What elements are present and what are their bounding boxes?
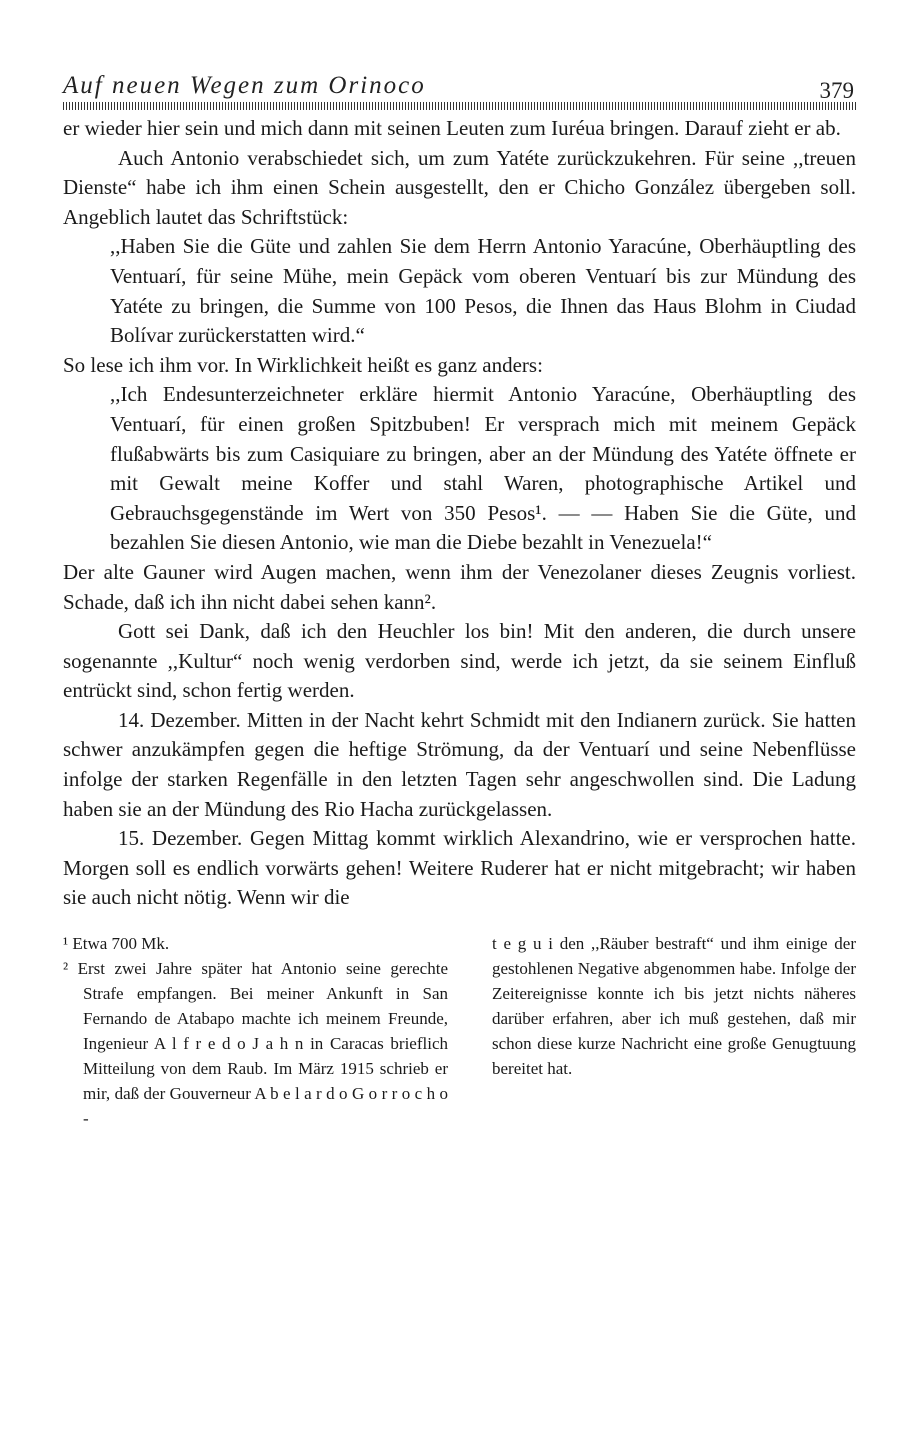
header-rule: [63, 102, 856, 110]
footnotes-right-column: [492, 931, 856, 1131]
quote-actual-letter: ,,Ich Endesunterzeichneter erkläre hiermit Antonio Yaracúne, Oberhäuptling des Ventuarí, für einen großen Spitzbuben! Er versprach mich mit meinem Gepäck flußabwärts bis zum Casiquiare zu bringen, aber an der Mündung des Yatéte öffnete er mit Gewalt meine Koffer und stahl Waren, photographische Artikel und Gebrauchsgegenstände im Wert von 350 Pesos¹. — — Haben Sie die Güte, und bezahlen Sie diesen Antonio, wie man die Diebe bezahlt in Venezuela!“: [110, 382, 856, 555]
paragraph-15-dezember: 15. Dezember. Gegen Mittag kommt wirklich Alexandrino, wie er versprochen hatte. Morgen soll es endlich vorwärts gehen! Weitere Ruderer hat er nicht mitgebracht; wir haben sie auch nicht nötig. Wenn wir die: [63, 826, 856, 910]
footnote-2-continued: t e g u i den ,,Räuber bestraft“ und ihm einige der gestohlenen Negative abgenommen habe. Infolge der Zeitereignisse konnte ich bis jetzt nichts näheres darüber erfahren, aber ich muß gestehen, daß mir schon diese kurze Nachricht eine große Genugtuung bereitet hat.: [492, 934, 856, 1079]
paragraph-14-dezember: 14. Dezember. Mitten in der Nacht kehrt Schmidt mit den Indianern zurück. Sie hatten schwer anzukämpfen gegen die heftige Strömung, da der Ventuarí und seine Nebenflüsse infolge der starken Regenfälle in den letzten Tagen sehr angeschwollen sind. Die Ladung haben sie an der Mündung des Rio Hacha zurückgelassen.: [63, 707, 856, 821]
footnotes-left-column: [63, 931, 448, 1131]
paragraph-continuation: er wieder hier sein und mich dann mit seinen Leuten zum Iuréua bringen. Darauf zieht er ab.: [63, 116, 841, 140]
quote-claimed-letter: ,,Haben Sie die Güte und zahlen Sie dem Herrn Antonio Yaracúne, Oberhäuptling des Ventuarí, für seine Mühe, mein Gepäck vom oberen Ventuarí bis zur Mündung des Yatéte zu bringen, die Summe von 100 Pesos, die Ihnen das Haus Blohm in Ciudad Bolívar zurückerstatten wird.“: [110, 234, 856, 348]
page-number: 379: [819, 78, 854, 103]
body-text: [63, 114, 856, 913]
paragraph-heuchler: Gott sei Dank, daß ich den Heuchler los bin! Mit den anderen, die durch unsere sogenannte ,,Kultur“ noch wenig verdorben sind, werde ich jetzt, da sie seinem Einfluß entrückt sind, schon fertig werden.: [63, 619, 856, 703]
book-page: [63, 70, 856, 1131]
footnote-1: ¹ Etwa 700 Mk.: [63, 934, 170, 954]
paragraph-reading: So lese ich ihm vor. In Wirklichkeit heißt es ganz anders:: [63, 352, 543, 377]
running-head: [63, 70, 856, 103]
footnote-2: ² Erst zwei Jahre später hat Antonio seine gerechte Strafe empfangen. Bei meiner Ankunft in San Fernando de Atabapo machte ich meinem Freunde, Ingenieur A l f r e d o J a h n in Caracas brieflich Mitteilung von dem Raub. Im März 1915 schrieb er mir, daß der Gouverneur A b e l a r d o G o r r o c h o -: [63, 959, 448, 1129]
running-title: Auf neuen Wegen zum Orinoco: [63, 72, 426, 99]
paragraph-gauner: Der alte Gauner wird Augen machen, wenn ihm der Venezolaner dieses Zeugnis vorliest. Schade, daß ich ihn nicht dabei sehen kann².: [63, 559, 856, 614]
paragraph-antonio-farewell: Auch Antonio verabschiedet sich, um zum Yatéte zurückzukehren. Für seine ,,treuen Dienste“ habe ich ihm einen Schein ausgestellt, den er Chicho González übergeben soll. Angeblich lautet das Schriftstück:: [63, 145, 856, 229]
footnotes: [63, 931, 856, 1131]
